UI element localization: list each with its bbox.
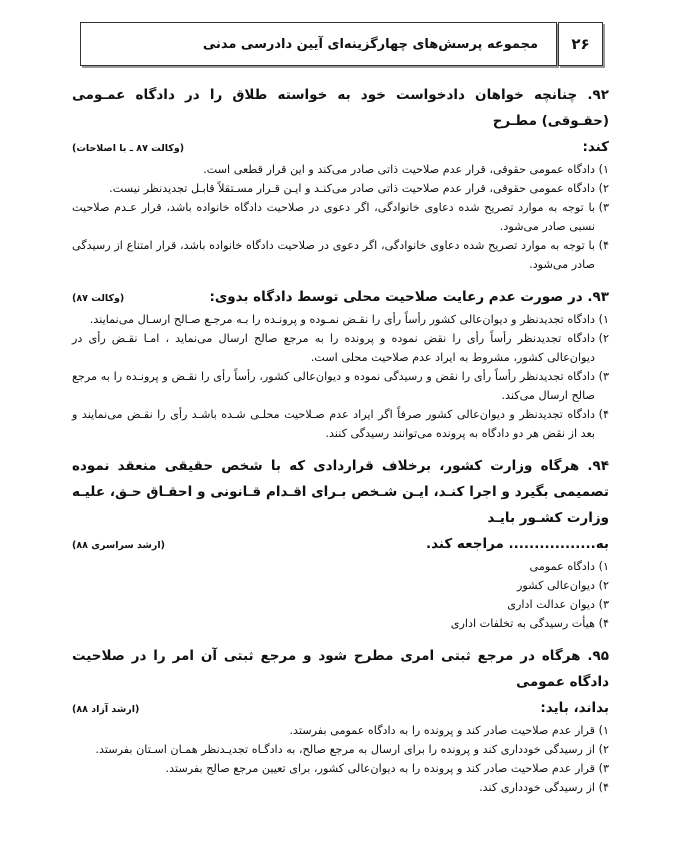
option-item bbox=[72, 740, 609, 759]
option-item bbox=[72, 160, 609, 179]
option-number: ۴) bbox=[598, 617, 609, 630]
option-item bbox=[72, 198, 609, 236]
question-line: اجرا کنـد، ایـن شـخص بـرای اقـدام قـانونی و احقـاق حـق، علیـه وزارت کشـور بایـد bbox=[72, 484, 609, 526]
option-item bbox=[72, 759, 609, 778]
option-number: ۱) bbox=[598, 313, 609, 326]
option-number: ۲) bbox=[598, 579, 609, 592]
page-header bbox=[80, 22, 600, 66]
question-line: چنانچه خواهان دادخواست خود به خواسته طلاق را در دادگاه عمـومی (حقـوقی) مطـرح bbox=[72, 87, 609, 129]
option-text: قرار عدم صلاحیت صادر کند و پرونده را به دادگاه عمومی بفرستد. bbox=[289, 724, 595, 737]
option-item bbox=[72, 367, 609, 405]
option-number: ۲) bbox=[598, 332, 609, 345]
question-line: به................. مراجعه کند. bbox=[425, 536, 609, 552]
option-text: از رسیدگی خودداری کند. bbox=[479, 781, 595, 794]
option-number: ۳) bbox=[598, 762, 609, 775]
question-line: هرگاه در مرجع ثبتی امری مطرح شود و مرجع ثبتی آن امر را در صلاحیت دادگاه عمومی bbox=[72, 648, 609, 690]
option-text: دادگاه عمومی حقوقی، قرار عدم صلاحیت ذاتی صادر می‌کنـد و ایـن قـرار مسـتقلاً قابـل تجدیدنظر نیست. bbox=[109, 182, 595, 195]
option-item bbox=[72, 576, 609, 595]
option-text: دادگاه تجدیدنظر و دیوان‌عالی کشور صرفاً اگر ایراد عدم صـلاحیت محلـی شـده باشـد رأی را نقـض می‌نمایند و بعد از نقض هر دو دادگاه به پرونده می‌توانند رسیدگی کنند. bbox=[72, 408, 595, 440]
question-line: کند: bbox=[582, 139, 609, 155]
question-line: در صورت عدم رعایت صلاحیت محلی توسط دادگاه بدوی: bbox=[209, 289, 583, 305]
option-item bbox=[72, 329, 609, 367]
option-text: دادگاه تجدیدنظر رأساً رأی را نقض و رسیدگی نموده و دیوان‌عالی کشور، رأساً رأی را نقـض و پرونـده را به مرجع صالح ارسال می‌کند. bbox=[72, 370, 595, 402]
option-number: ۱) bbox=[598, 560, 609, 573]
option-text: دادگاه تجدیدنظر رأساً رأی را نقض نموده و پرونده را به مرجع صالح ارسال می‌نماید ، امـا نقـض رأی در دیوان‌عالی کشور، مشروط به ایراد عدم صلاحیت محلی است. bbox=[72, 332, 595, 364]
option-text: دیوان‌عالی کشور bbox=[516, 579, 595, 592]
option-text: با توجه به موارد تصریح شده دعاوی خانوادگی، اگر دعوی در صلاحیت دادگاه خانواده باشد، قرار عـدم صلاحیت نسبی صادر می‌شود. bbox=[72, 201, 595, 233]
option-text: از رسیدگی خودداری کند و پرونده را برای ارسال به مرجع صالح، به دادگـاه تجدیـدنظر همـان اسـتان بفرستد. bbox=[95, 743, 595, 756]
option-text: دیوان عدالت اداری bbox=[507, 598, 595, 611]
option-text: قرار عدم صلاحیت صادر کند و پرونده را به دیوان‌عالی کشور، برای تعیین مرجع صالح بفرستد. bbox=[165, 762, 595, 775]
question-text bbox=[72, 453, 609, 531]
option-item bbox=[72, 721, 609, 740]
options-list bbox=[72, 310, 609, 443]
option-number: ۴) bbox=[598, 408, 609, 421]
option-number: ۳) bbox=[598, 598, 609, 611]
question-source: (ارشد آزاد ۸۸) bbox=[72, 704, 140, 715]
option-number: ۳) bbox=[598, 370, 609, 383]
option-item bbox=[72, 557, 609, 576]
question-line: هرگاه وزارت کشور، برخلاف قراردادی که با شخص حقیقی منعقد نموده تصمیمی بگیرد و bbox=[72, 458, 610, 500]
question-last-line bbox=[72, 284, 609, 310]
option-number: ۱) bbox=[598, 163, 609, 176]
option-number: ۳) bbox=[598, 201, 609, 214]
option-text: دادگاه تجدیدنظر و دیوان‌عالی کشور رأساً رأی را نقـض نمـوده و پرونـده را بـه مرجـع صـالح ارسـال می‌نمایند. bbox=[89, 313, 595, 326]
question-number: ۹۵. bbox=[587, 648, 609, 664]
question-source: (وکالت ۸۷ ـ با اصلاحات) bbox=[72, 143, 185, 154]
options-list bbox=[72, 557, 609, 633]
option-text: دادگاه عمومی bbox=[529, 560, 595, 573]
option-item bbox=[72, 236, 609, 274]
header-title-box bbox=[80, 22, 557, 66]
option-number: ۲) bbox=[598, 743, 609, 756]
option-item bbox=[72, 614, 609, 633]
options-list bbox=[72, 160, 609, 274]
question-92 bbox=[72, 82, 609, 274]
book-title: مجموعه پرسش‌های چهارگزینه‌ای آیین دادرسی مدنی bbox=[202, 36, 538, 52]
question-last-line bbox=[72, 134, 609, 160]
question-source: (ارشد سراسری ۸۸) bbox=[72, 540, 165, 551]
question-last-line bbox=[72, 531, 609, 557]
option-item bbox=[72, 179, 609, 198]
question-number: ۹۴. bbox=[587, 458, 610, 474]
question-text bbox=[209, 284, 609, 310]
question-93 bbox=[72, 284, 609, 443]
question-number: ۹۳. bbox=[587, 289, 609, 305]
option-text: با توجه به موارد تصریح شده دعاوی خانوادگی، اگر دعوی در صلاحیت دادگاه خانواده باشد، قرار امتناع از رسیدگی صادر می‌شود. bbox=[72, 239, 595, 271]
question-number: ۹۲. bbox=[587, 87, 610, 103]
questions-container bbox=[72, 82, 609, 807]
page-number: ۲۶ bbox=[571, 35, 590, 53]
option-number: ۱) bbox=[598, 724, 609, 737]
option-number: ۴) bbox=[598, 781, 609, 794]
page-number-box bbox=[558, 22, 603, 66]
option-item bbox=[72, 595, 609, 614]
option-text: هیأت رسیدگی به تخلفات اداری bbox=[450, 617, 595, 630]
option-text: دادگاه عمومی حقوقی، قرار عدم صلاحیت ذاتی صادر می‌کند و این قرار قطعی است. bbox=[203, 163, 595, 176]
option-number: ۲) bbox=[598, 182, 609, 195]
question-94 bbox=[72, 453, 609, 633]
question-source: (وکالت ۸۷) bbox=[72, 293, 125, 304]
question-text bbox=[72, 82, 609, 134]
question-text bbox=[72, 643, 609, 695]
question-95 bbox=[72, 643, 609, 797]
option-number: ۴) bbox=[598, 239, 609, 252]
question-line: بداند، باید: bbox=[540, 700, 609, 716]
question-last-line bbox=[72, 695, 609, 721]
options-list bbox=[72, 721, 609, 797]
option-item bbox=[72, 778, 609, 797]
option-item bbox=[72, 405, 609, 443]
option-item bbox=[72, 310, 609, 329]
